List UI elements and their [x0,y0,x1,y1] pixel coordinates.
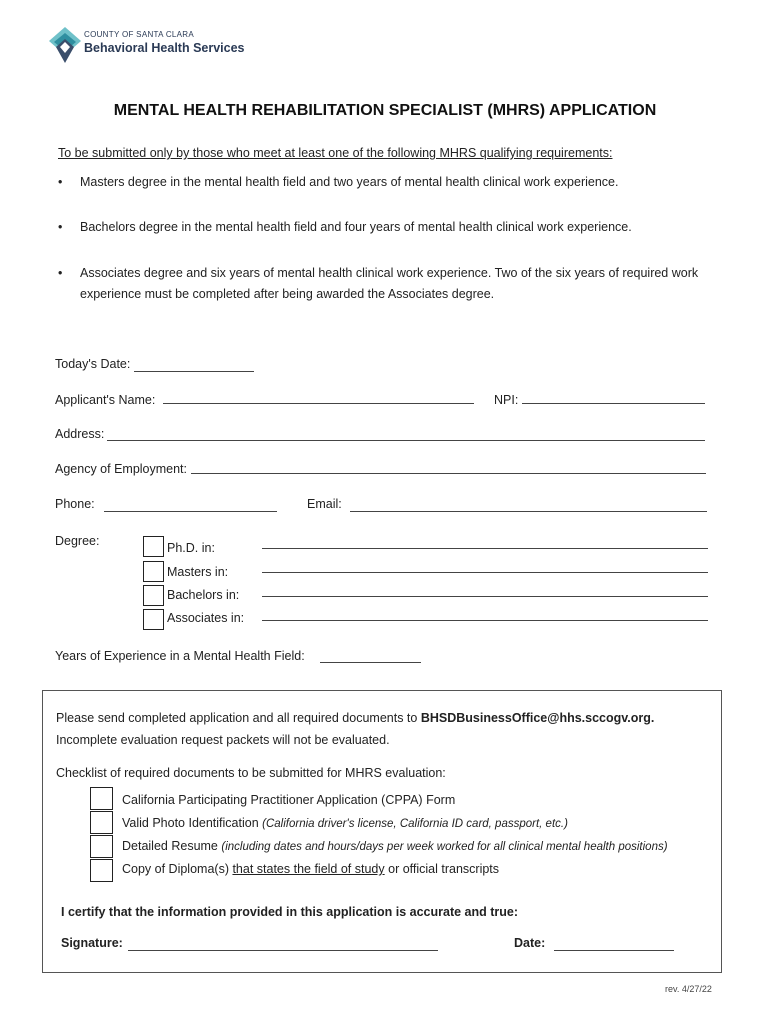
bullet-icon: • [58,266,63,280]
page-title: MENTAL HEALTH REHABILITATION SPECIALIST (MHRS) APPLICATION [113,102,657,119]
masters-label: Masters in: [167,565,229,579]
requirement-text: Bachelors degree in the mental health field and four years of mental health clinical work experience. [80,220,632,234]
phd-label: Ph.D. in: [167,541,215,555]
associates-field[interactable] [262,620,708,621]
bullet-icon: • [58,220,63,234]
email-field[interactable] [350,511,707,512]
send-instructions [56,711,654,725]
phd-field[interactable] [262,548,708,549]
checklist-item-resume [122,839,668,853]
county-name: COUNTY OF SANTA CLARA [84,30,195,39]
department-name: Behavioral Health Services [84,41,245,55]
agency-label: Agency of Employment: [55,462,188,476]
email-label: Email: [307,497,342,511]
diploma-checkbox[interactable] [90,859,113,882]
agency-field[interactable] [191,473,706,474]
bachelors-label: Bachelors in: [167,588,240,602]
sign-date-label: Date: [514,936,546,950]
diploma-underlined: that states the field of study [232,862,385,876]
bachelors-field[interactable] [262,596,708,597]
applicant-name-field[interactable] [163,403,474,404]
certify-statement: I certify that the information provided in this application is accurate and true: [61,905,519,919]
diploma-suffix: or official transcripts [384,862,500,876]
checklist-item-cppa: California Participating Practitioner Application (CPPA) Form [122,793,456,807]
diploma-prefix: Copy of Diploma(s) [122,862,233,876]
phd-checkbox[interactable] [143,536,164,557]
resume-text: Detailed Resume [122,839,222,853]
sign-date-field[interactable] [554,950,674,951]
bullet-icon: • [58,175,63,189]
npi-label: NPI: [494,393,519,407]
associates-checkbox[interactable] [143,609,164,630]
photo-id-checkbox[interactable] [90,811,113,834]
experience-field[interactable] [320,662,421,663]
checklist-item-diploma [122,862,499,876]
resume-checkbox[interactable] [90,835,113,858]
date-label: Today's Date: [55,357,131,371]
address-field[interactable] [107,440,705,441]
requirement-item [58,217,708,238]
revision-date: rev. 4/27/22 [665,984,712,994]
phone-label: Phone: [55,497,95,511]
county-logo-icon [49,27,81,63]
requirement-item [58,263,708,305]
requirement-text: Masters degree in the mental health field and two years of mental health clinical work experience. [80,175,619,189]
photo-id-text: Valid Photo Identification [122,816,263,830]
signature-field[interactable] [128,950,438,951]
bachelors-checkbox[interactable] [143,585,164,606]
masters-checkbox[interactable] [143,561,164,582]
incomplete-notice: Incomplete evaluation request packets will not be evaluated. [56,733,390,747]
intro-text: To be submitted only by those who meet at least one of the following MHRS qualifying requirements: [58,146,613,160]
signature-label: Signature: [61,936,123,950]
photo-id-note: (California driver's license, California ID card, passport, etc.) [262,818,568,830]
requirement-item [58,172,708,193]
checklist-heading: Checklist of required documents to be submitted for MHRS evaluation: [56,766,446,780]
applicant-name-label: Applicant's Name: [55,393,156,407]
npi-field[interactable] [522,403,705,404]
degree-label: Degree: [55,534,100,548]
masters-field[interactable] [262,572,708,573]
checklist-item-photo-id [122,816,568,830]
address-label: Address: [55,427,105,441]
date-field[interactable] [134,371,254,372]
cppa-checkbox[interactable] [90,787,113,810]
resume-note: (including dates and hours/days per week worked for all clinical mental health positions) [221,841,668,853]
send-prefix: Please send completed application and all required documents to [56,711,421,725]
associates-label: Associates in: [167,611,245,625]
requirement-text: Associates degree and six years of mental health clinical work experience. Two of the six years of required work experience must be completed after being awarded the Associates degree. [80,266,699,301]
submission-email-link[interactable]: BHSDBusinessOffice@hhs.sccogv.org. [420,711,655,725]
phone-field[interactable] [104,511,277,512]
experience-label: Years of Experience in a Mental Health Field: [55,649,305,663]
